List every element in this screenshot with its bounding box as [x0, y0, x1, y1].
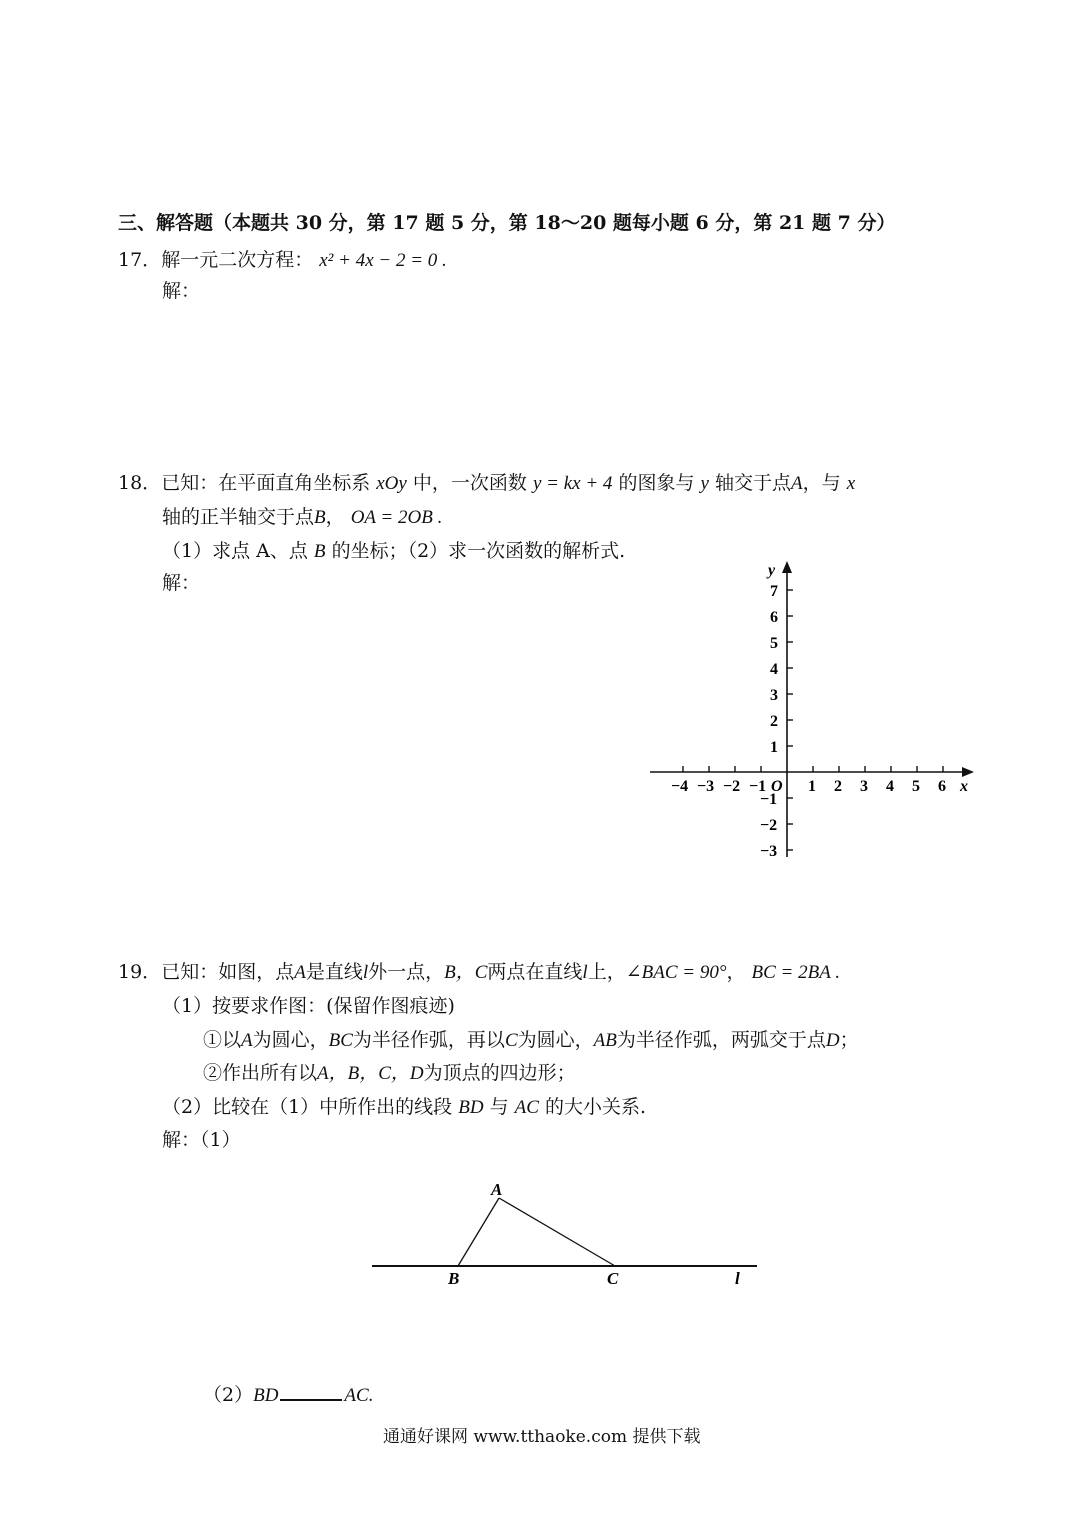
section-heading: 三、解答题（本题共 30 分，第 17 题 5 分，第 18～20 题每小题 6 分，第 21 题 7 分）	[118, 212, 896, 234]
question-number: 18．	[118, 472, 162, 494]
q19-answer-2	[203, 1380, 373, 1407]
text: 两点在直线	[487, 961, 583, 983]
x-tick-label: 6	[938, 778, 946, 795]
x-axis-arrow	[962, 767, 974, 777]
text: 上，	[587, 961, 626, 983]
question-18-line2	[162, 502, 442, 529]
question-19-part2	[162, 1092, 646, 1119]
question-19-part1: （1）按要求作图：(保留作图痕迹)	[162, 995, 455, 1017]
text: 为顶点的四边形；	[423, 1062, 576, 1084]
question-19-line1	[118, 957, 840, 984]
math-A: A	[294, 962, 306, 983]
math-xoy: xOy	[376, 473, 407, 494]
text: （1）求点 A、点	[162, 540, 308, 562]
text: 为圆心，	[517, 1029, 594, 1051]
math-B: B	[314, 507, 326, 528]
text: ，	[325, 506, 345, 528]
question-number: 19．	[118, 961, 162, 983]
x-tick-label: 2	[834, 778, 842, 795]
text: 为圆心，	[252, 1029, 329, 1051]
question-19-step2	[203, 1058, 576, 1085]
y-tick-label: −1	[760, 791, 778, 808]
text: 轴的正半轴交于点	[162, 506, 315, 528]
y-axis-label: y	[768, 562, 776, 579]
math-A: A	[241, 1030, 253, 1051]
q18-answer-label: 解：	[162, 572, 201, 594]
answer-blank[interactable]	[280, 1383, 342, 1401]
x-tick-label: −1	[749, 778, 767, 795]
text: （2）比较在（1）中所作出的线段	[162, 1096, 453, 1118]
question-18-line1	[118, 468, 855, 495]
math-BC: BC	[328, 1030, 353, 1051]
math-C: C	[504, 1030, 518, 1051]
x-axis-label: x	[960, 778, 968, 795]
y-tick-label: 2	[770, 713, 778, 730]
text: 的坐标；（2）求一次函数的解析式.	[331, 540, 626, 562]
math-A: A	[791, 473, 803, 494]
x-tick-label: −4	[671, 778, 689, 795]
math-AC: AC.	[344, 1385, 374, 1406]
label-C: C	[607, 1269, 619, 1288]
label-B: B	[448, 1269, 460, 1288]
y-axis-arrow	[782, 561, 792, 573]
text: ②作出所有以	[203, 1062, 318, 1084]
text: 的图象与	[618, 472, 695, 494]
text: 与	[489, 1096, 509, 1118]
axis-ticks	[671, 583, 946, 860]
segment-AB	[458, 1198, 499, 1266]
text: 为半径作弧，再以	[352, 1029, 505, 1051]
text: 为半径作弧，两弧交于点	[616, 1029, 826, 1051]
y-tick-label: 7	[770, 583, 778, 600]
question-number: 17．	[118, 249, 162, 271]
text: （2）	[203, 1384, 254, 1406]
math-BD: BD	[458, 1097, 484, 1118]
text: ①以	[203, 1029, 242, 1051]
text: ，	[726, 961, 746, 983]
text: 中，一次函数	[412, 472, 527, 494]
question-17	[118, 245, 447, 272]
math-eq: BC = 2BA .	[751, 962, 840, 983]
question-19-step1	[203, 1025, 859, 1052]
y-tick-label: 5	[770, 635, 778, 652]
origin-label: O	[771, 778, 783, 795]
text: 外一点，	[368, 961, 445, 983]
math-angle: ∠BAC = 90°	[625, 962, 727, 983]
text: 已知：在平面直角坐标系	[161, 472, 371, 494]
math-func: y = kx + 4	[532, 473, 613, 494]
math-l: l	[362, 962, 369, 983]
equation: x² + 4x − 2 = 0 .	[319, 250, 447, 271]
math-BD: BD	[253, 1385, 279, 1406]
q19-answer-label: 解：（1）	[162, 1129, 241, 1151]
text: ；	[839, 1029, 859, 1051]
y-tick-label: −2	[760, 817, 778, 834]
math-AB: AB	[593, 1030, 617, 1051]
triangle-figure	[360, 1170, 770, 1295]
coordinate-plane	[640, 555, 980, 865]
math-D: D	[825, 1030, 840, 1051]
text: ，与	[802, 472, 841, 494]
math-points: A，B，C，D	[317, 1063, 424, 1084]
math-eq: OA = 2OB .	[350, 507, 443, 528]
math-BC: B，C	[444, 962, 488, 983]
math-y: y	[700, 473, 709, 494]
text: 轴交于点	[715, 472, 792, 494]
x-tick-label: 1	[808, 778, 816, 795]
question-18-line3	[162, 536, 625, 563]
y-tick-label: 1	[770, 739, 778, 756]
x-tick-label: 5	[912, 778, 920, 795]
x-tick-label: −3	[697, 778, 715, 795]
text: 的大小关系.	[545, 1096, 647, 1118]
x-tick-label: 4	[886, 778, 894, 795]
label-l: l	[735, 1269, 740, 1288]
math-l: l	[582, 962, 588, 983]
question-prompt: 解一元二次方程：	[161, 249, 314, 271]
math-x: x	[846, 473, 856, 494]
y-tick-label: −3	[760, 843, 778, 860]
math-AC: AC	[514, 1097, 539, 1118]
footer: 通通好课网 www.tthaoke.com 提供下载	[383, 1427, 701, 1447]
y-tick-label: 6	[770, 609, 778, 626]
y-tick-label: 3	[770, 687, 778, 704]
q17-answer-label: 解：	[162, 280, 201, 302]
text: 已知：如图，点	[161, 961, 295, 983]
label-A: A	[491, 1180, 503, 1199]
x-tick-label: 3	[860, 778, 868, 795]
text: 是直线	[305, 961, 363, 983]
segment-AC	[499, 1198, 615, 1266]
y-tick-label: 4	[770, 661, 778, 678]
x-tick-label: −2	[723, 778, 741, 795]
math-B: B	[313, 541, 326, 562]
